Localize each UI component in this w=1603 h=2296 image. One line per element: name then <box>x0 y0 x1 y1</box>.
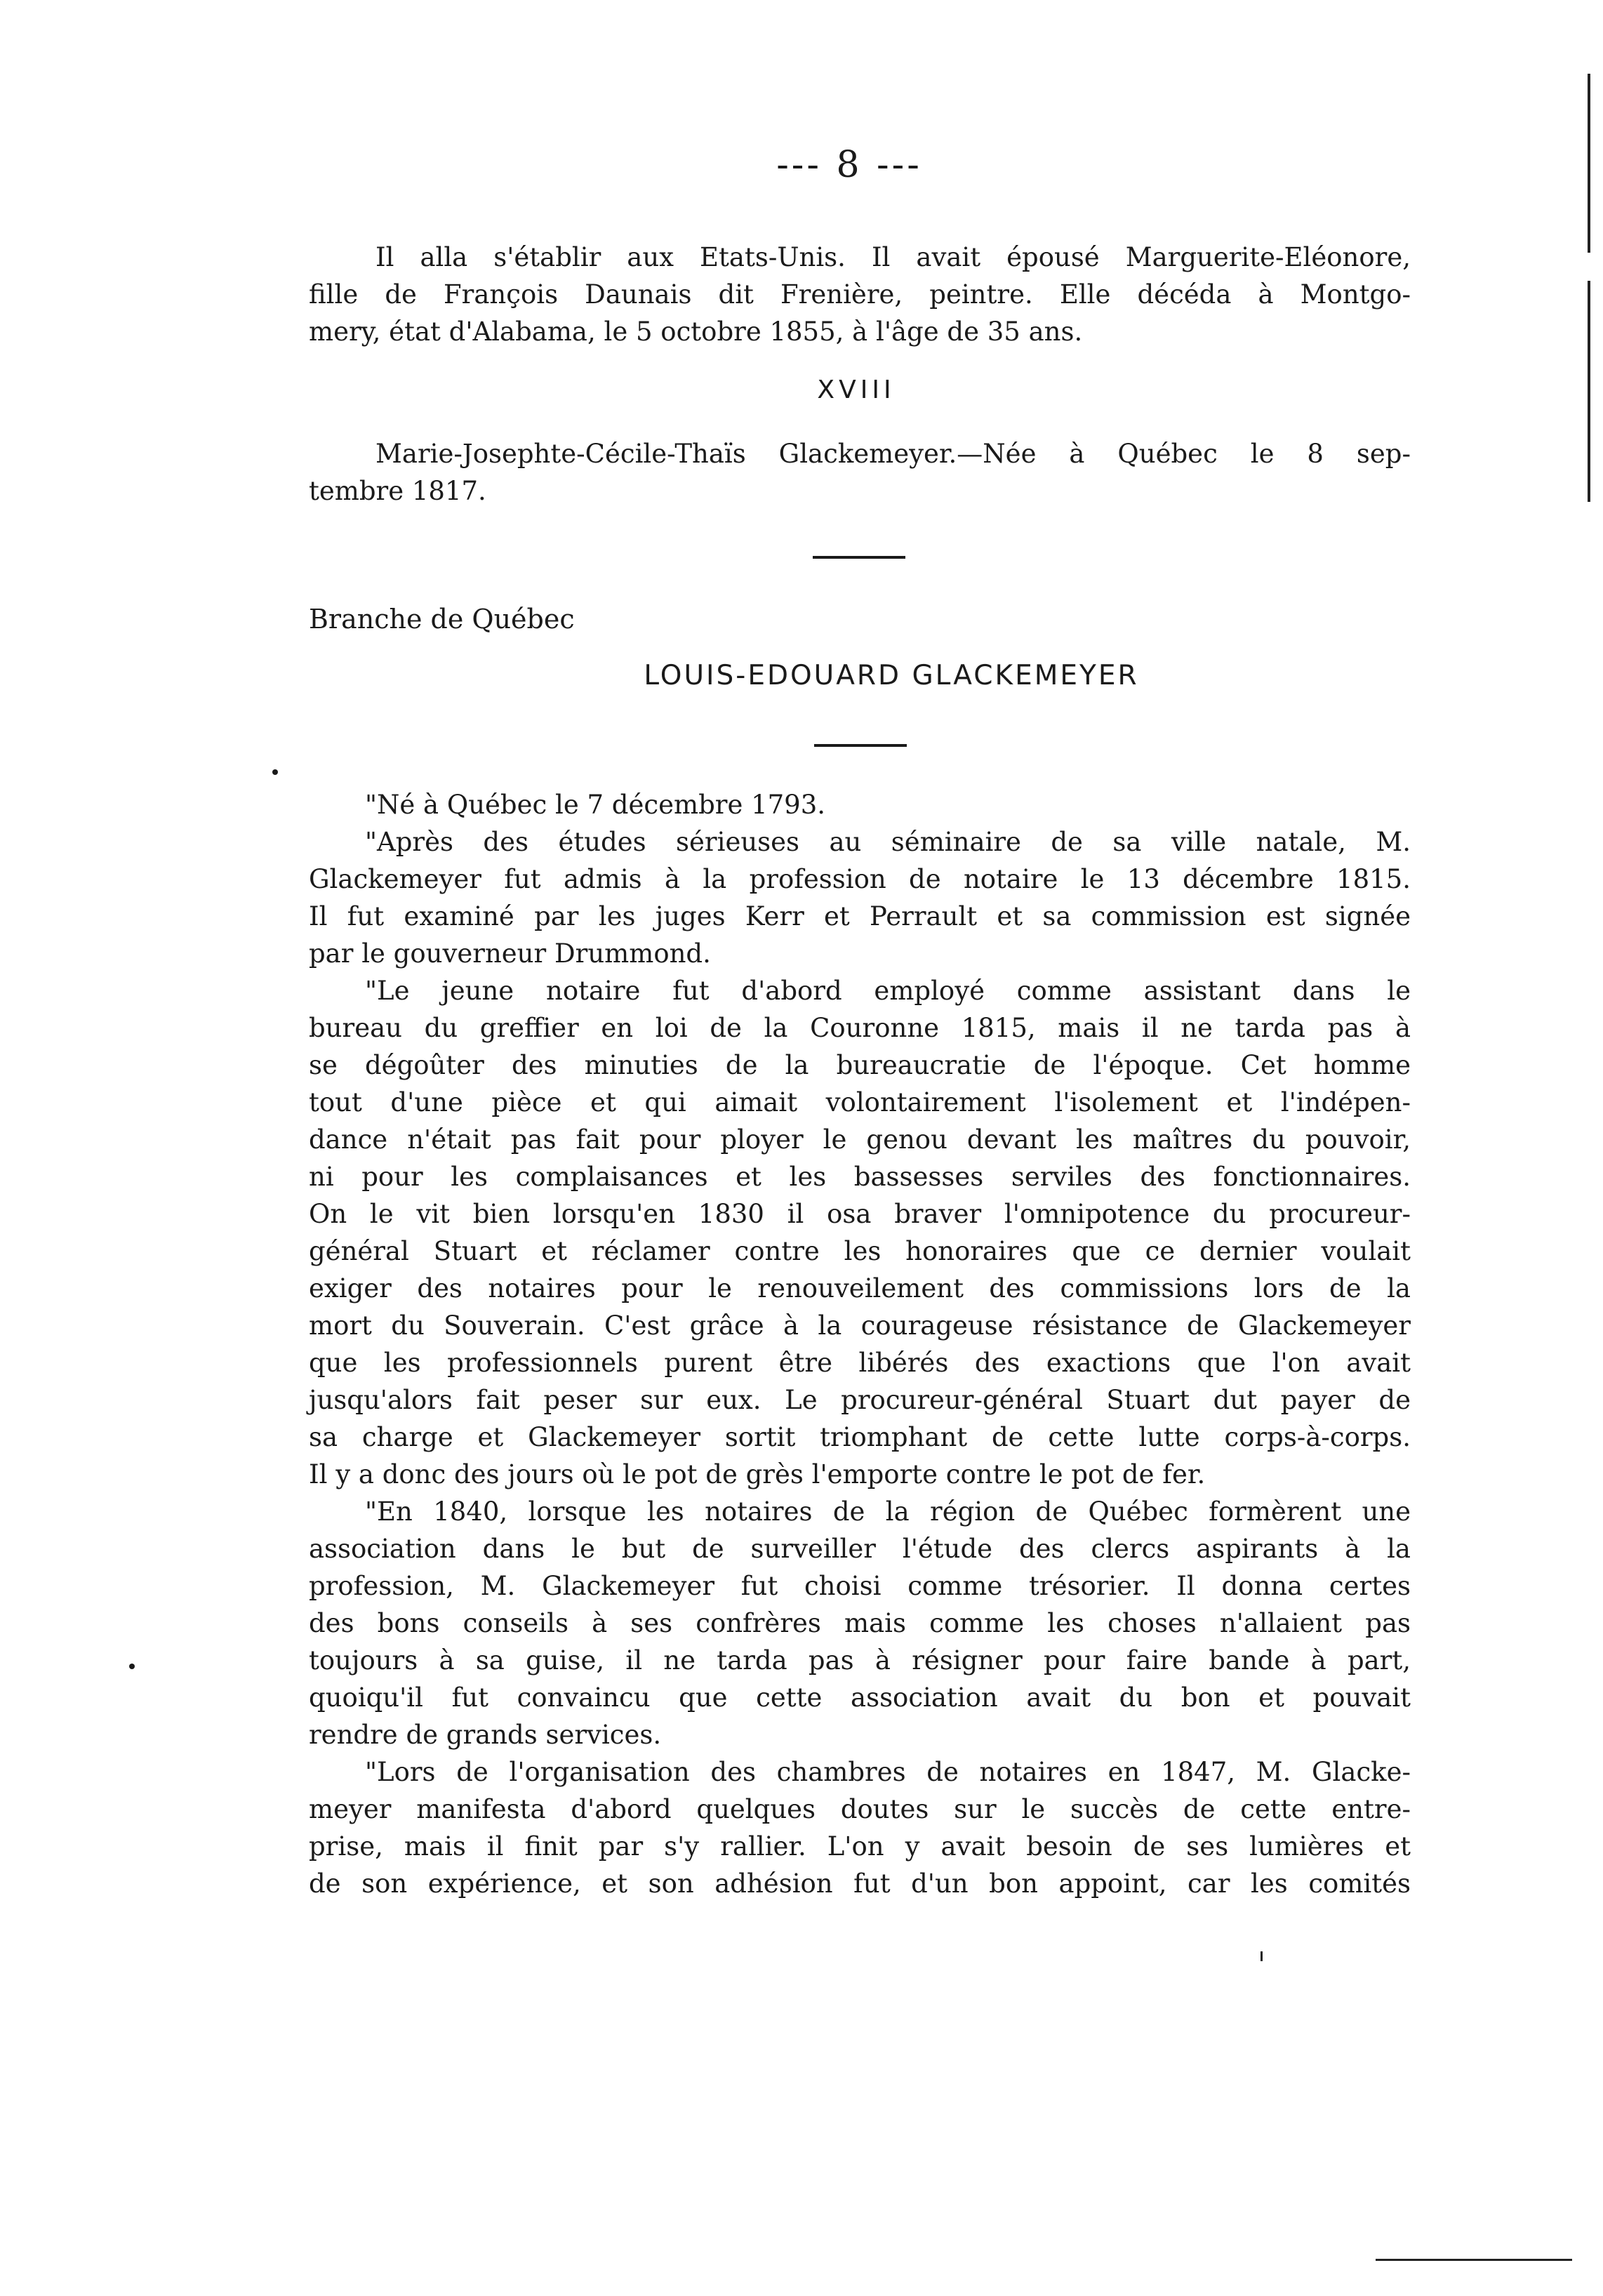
biography-body <box>309 786 1411 1902</box>
scan-edge-line <box>1588 281 1590 502</box>
text-line: Marie-Josephte-Cécile-Thaïs Glackemeyer.—Née à Québec le 8 sep- <box>375 439 1411 469</box>
text-line: toujours à sa guise, il ne tarda pas à résigner pour faire bande à part, <box>309 1645 1411 1675</box>
text-line: de son expérience, et son adhésion fut d'un bon appoint, car les comités <box>309 1869 1411 1899</box>
text-line: Il y a donc des jours où le pot de grès l'emporte contre le pot de fer. <box>309 1459 1206 1489</box>
text-line: "Lors de l'organisation des chambres de notaires en 1847, M. Glacke- <box>365 1757 1411 1787</box>
intro-paragraph <box>309 239 1411 350</box>
text-line: général Stuart et réclamer contre les honoraires que ce dernier voulait <box>309 1236 1411 1266</box>
text-line: Il alla s'établir aux Etats-Unis. Il avait épousé Marguerite-Eléonore, <box>375 242 1411 272</box>
text-line: mery, état d'Alabama, le 5 octobre 1855, à l'âge de 35 ans. <box>309 317 1083 347</box>
text-line: Glackemeyer fut admis à la profession de notaire le 13 décembre 1815. <box>309 864 1411 894</box>
text-line: ni pour les complaisances et les bassesses serviles des fonctionnaires. <box>309 1162 1411 1192</box>
page-number: --- 8 --- <box>776 144 922 186</box>
text-line: On le vit bien lorsqu'en 1830 il osa braver l'omnipotence du procureur- <box>309 1199 1411 1229</box>
text-line: par le gouverneur Drummond. <box>309 938 711 969</box>
text-line: mort du Souverain. C'est grâce à la courageuse résistance de Glackemeyer <box>309 1310 1411 1341</box>
section-heading: LOUIS-EDOUARD GLACKEMEYER <box>644 660 1139 691</box>
section-divider <box>814 744 907 747</box>
scan-mark <box>1261 1951 1263 1961</box>
text-line: "En 1840, lorsque les notaires de la région de Québec formèrent une <box>365 1497 1411 1527</box>
text-line: jusqu'alors fait peser sur eux. Le procureur-général Stuart dut payer de <box>309 1385 1411 1415</box>
text-line: tembre 1817. <box>309 476 486 506</box>
text-line: bureau du greffier en loi de la Couronne 1815, mais il ne tarda pas à <box>309 1013 1411 1043</box>
text-line: tout d'une pièce et qui aimait volontairement l'isolement et l'indépen- <box>309 1087 1411 1117</box>
text-line: rendre de grands services. <box>309 1720 662 1750</box>
text-line: "Né à Québec le 7 décembre 1793. <box>365 790 826 820</box>
text-line: dance n'était pas fait pour ployer le genou devant les maîtres du pouvoir, <box>309 1124 1411 1155</box>
scan-edge-line <box>1588 74 1590 253</box>
text-line: exiger des notaires pour le renouveilement des commissions lors de la <box>309 1273 1411 1303</box>
text-line: se dégoûter des minuties de la bureaucratie de l'époque. Cet homme <box>309 1050 1411 1080</box>
text-line: sa charge et Glackemeyer sortit triomphant de cette lutte corps-à-corps. <box>309 1422 1411 1452</box>
text-line: quoiqu'il fut convaincu que cette association avait du bon et pouvait <box>309 1683 1411 1713</box>
margin-dot <box>272 769 278 775</box>
text-line: "Après des études sérieuses au séminaire de sa ville natale, M. <box>365 827 1411 857</box>
text-line: meyer manifesta d'abord quelques doutes sur le succès de cette entre- <box>309 1794 1411 1824</box>
section-number: XVIII <box>817 376 896 404</box>
branch-label: Branche de Québec <box>309 604 575 635</box>
scan-footer-line <box>1376 2259 1572 2261</box>
text-line: des bons conseils à ses confrères mais comme les choses n'allaient pas <box>309 1608 1411 1638</box>
text-line: fille de François Daunais dit Frenière, peintre. Elle décéda à Montgo- <box>309 279 1411 310</box>
margin-dot <box>129 1664 135 1669</box>
text-line: profession, M. Glackemeyer fut choisi comme trésorier. Il donna certes <box>309 1571 1411 1601</box>
section-divider <box>813 556 905 559</box>
text-line: prise, mais il finit par s'y rallier. L'on y avait besoin de ses lumières et <box>309 1831 1411 1862</box>
marie-paragraph <box>309 435 1411 510</box>
text-line: association dans le but de surveiller l'étude des clercs aspirants à la <box>309 1534 1411 1564</box>
text-line: que les professionnels purent être libérés des exactions que l'on avait <box>309 1348 1411 1378</box>
text-line: "Le jeune notaire fut d'abord employé comme assistant dans le <box>365 976 1411 1006</box>
text-line: Il fut examiné par les juges Kerr et Perrault et sa commission est signée <box>309 901 1411 931</box>
